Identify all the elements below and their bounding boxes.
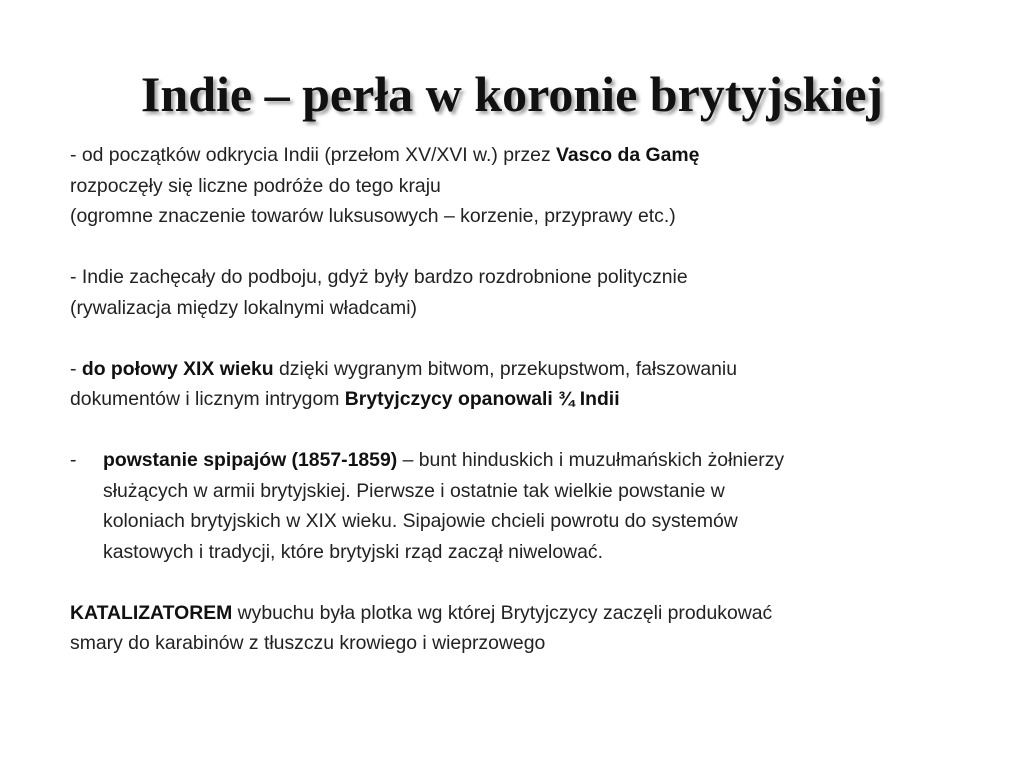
- paragraph-discovery-text-2: rozpoczęły się liczne podróże do tego kraju: [70, 174, 441, 197]
- paragraph-control-text-1: -: [70, 357, 82, 380]
- paragraph-catalyst-bold: KATALIZATOREM: [70, 601, 233, 624]
- paragraph-catalyst: [70, 598, 790, 659]
- spacer: [70, 567, 790, 598]
- paragraph-uprising-bold-title: powstanie spipajów (1857-1859): [103, 449, 398, 471]
- paragraph-discovery-bold-vasco: Vasco da Gamę: [556, 144, 700, 166]
- slide-title: Indie – perła w koronie brytyjskiej: [140, 66, 884, 122]
- paragraph-control-bold-result: Brytyjczycy opanowali ¾ Indii: [344, 388, 620, 410]
- paragraph-discovery: [70, 140, 790, 232]
- spacer: [70, 323, 790, 354]
- paragraph-discovery-text-3: (ogromne znaczenie towarów luksusowych – korzenie, przyprawy etc.): [70, 205, 676, 227]
- slide-body: [70, 140, 790, 659]
- paragraph-control-text-2: dzięki wygranym bitwom, przekupstwom, fałszowaniu dokumentów i licznym intrygom: [70, 357, 738, 410]
- spacer: [70, 415, 790, 446]
- paragraph-catalyst-text: wybuchu była plotka wg której Brytyjczycy zaczęli produkować smary do karabinów z tłuszczu krowiego i wieprzowego: [70, 601, 773, 654]
- paragraph-conquest: [70, 262, 790, 323]
- paragraph-uprising-text: – bunt hinduskich i muzułmańskich żołnierzy służących w armii brytyjskiej. Pierwsze i ostatnie tak wielkie powstanie w koloniach brytyjskich w XIX wieku. Sipajowie chcieli powrotu do systemów kastowych i tradycji, które brytyjski rząd zaczął niwelować.: [103, 449, 785, 563]
- paragraph-control-bold-period: do połowy XIX wieku: [81, 357, 274, 380]
- paragraph-control: [70, 354, 790, 415]
- paragraph-uprising: [70, 445, 790, 567]
- paragraph-conquest-text: - Indie zachęcały do podboju, gdyż były bardzo rozdrobnione politycznie (rywalizacja między lokalnymi władcami): [70, 266, 688, 319]
- bullet-dash: -: [70, 449, 77, 471]
- spacer: [70, 232, 790, 263]
- paragraph-discovery-text-1: - od początków odkrycia Indii (przełom XV/XVI w.) przez: [70, 144, 557, 166]
